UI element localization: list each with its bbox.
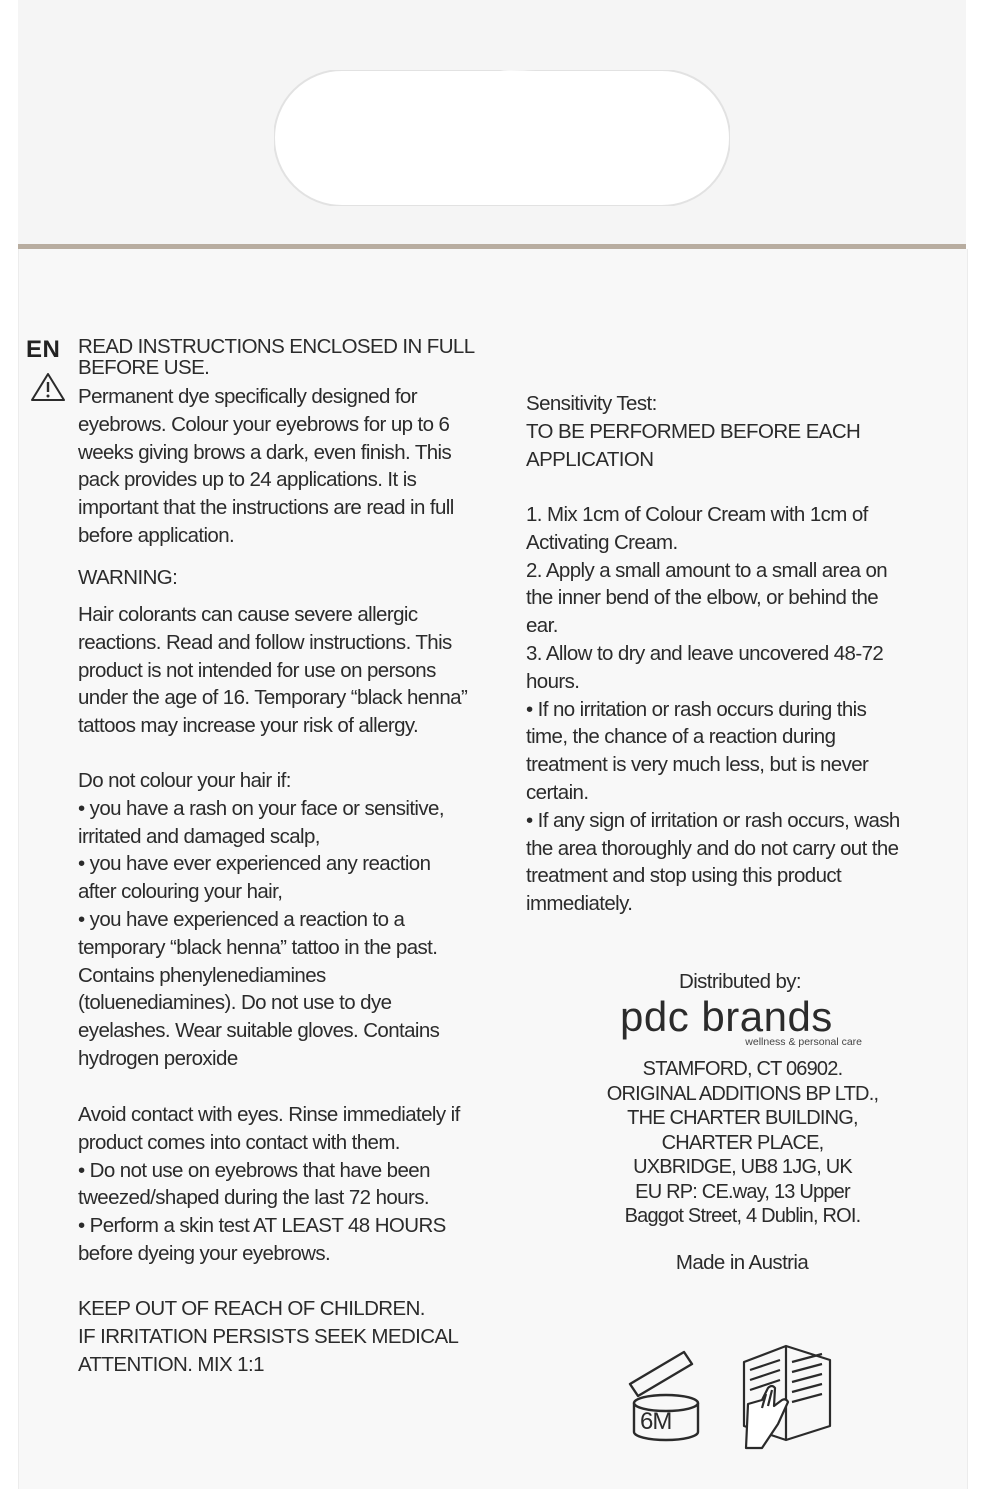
warning-triangle-icon [30, 372, 66, 402]
hang-tab [18, 0, 966, 249]
avoid-contact-text: Avoid contact with eyes. Rinse immediately if product comes into contact with them. • Do not use on eyebrows that have been tweezed/shaped during the last 72 hours. • Perform a skin test AT LEAST 48 HOURS before dyeing your eyebrows. [78, 1103, 460, 1265]
language-code: EN [26, 336, 61, 363]
pdc-brands-logo [620, 994, 870, 1048]
warning-title: WARNING: [78, 566, 178, 589]
product-intro: Permanent dye specifically designed for eyebrows. Colour your eyebrows for up to 6 weeks giving brows a dark, even finish. This pack provides up to 24 applications. It is important that the instructions are read in full before application. [78, 385, 454, 547]
sensitivity-test-steps: 1. Mix 1cm of Colour Cream with 1cm of Activating Cream. 2. Apply a small amount to a small area on the inner bend of the elbow, or behind the ear. 3. Allow to dry and leave uncovered 48-72 hours. • If no irritation or rash occurs during this time, the chance of a reaction during treatment is very much less, but is never certain. • If any sign of irritation or rash occurs, wash the area thoroughly and do not carry out the treatment and stop using this product immediately. [526, 503, 900, 916]
country-of-origin: Made in Austria [675, 1251, 809, 1274]
brand-tagline: wellness & personal care [745, 1036, 862, 1048]
pao-label: 6M [640, 1408, 672, 1435]
period-after-opening-jar-icon [626, 1348, 706, 1443]
read-instructions-heading: READ INSTRUCTIONS ENCLOSED IN FULL BEFORE USE. [78, 335, 475, 379]
keep-out-text: KEEP OUT OF REACH OF CHILDREN. IF IRRITATION PERSISTS SEEK MEDICAL ATTENTION. MIX 1:1 [78, 1297, 459, 1376]
sensitivity-test-title: Sensitivity Test: TO BE PERFORMED BEFORE EACH APPLICATION [526, 392, 861, 471]
read-instructions-book-icon [738, 1340, 838, 1450]
hang-hole [274, 70, 730, 206]
distributor-address: STAMFORD, CT 06902. ORIGINAL ADDITIONS BP LTD., THE CHARTER BUILDING, CHARTER PLACE, UXBRIDGE, UB8 1JG, UK EU RP: CE.way, 13 Upper Baggot Street, 4 Dublin, ROI. [606, 1058, 879, 1227]
distributed-by-label: Distributed by: [678, 970, 802, 993]
warning-text: Hair colorants can cause severe allergic reactions. Read and follow instructions. This product is not intended for use on persons under the age of 16. Temporary “black henna” tattoos may increase your risk of allergy. [78, 603, 468, 738]
do-not-colour-list: Do not colour your hair if: • you have a rash on your face or sensitive, irritated and damaged scalp, • you have ever experienced any reaction after colouring your hair, • you have experienced a reaction to a temporary “black henna” tattoo in the past. Contains phenylenediamines (toluenediamines). Do not use to dye eyelashes. Wear suitable gloves. Contains hydrogen peroxide [78, 769, 444, 1070]
brand-name: pdc brands [620, 993, 833, 1040]
